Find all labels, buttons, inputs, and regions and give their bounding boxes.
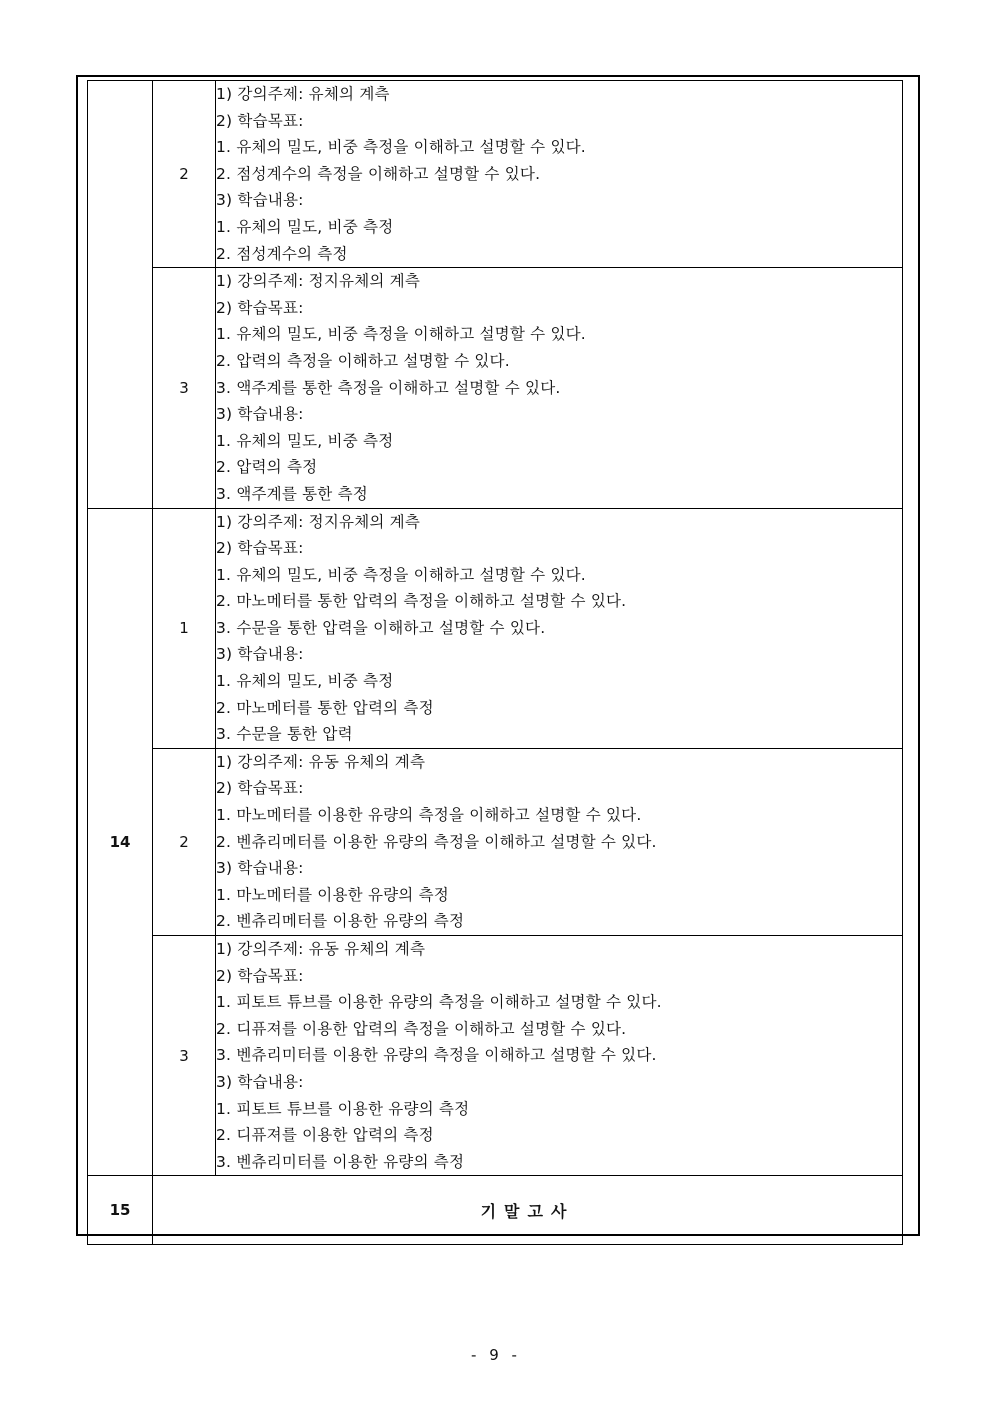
content-line: 3) 학습내용: xyxy=(216,645,304,664)
session-content xyxy=(216,936,903,1176)
session-content xyxy=(216,508,903,748)
content-line: 1. 유체의 밀도, 비중 측정 xyxy=(216,431,394,450)
session-number: 2 xyxy=(153,81,216,268)
content-line: 2. 점성계수의 측정 xyxy=(216,244,348,263)
content-line: 3. 액주계를 통한 측정 xyxy=(216,484,368,503)
content-line: 2) 학습목표: xyxy=(216,298,304,317)
week-number: 14 xyxy=(88,508,153,1176)
content-line: 2. 벤츄리메터를 이용한 유량의 측정 xyxy=(216,912,465,931)
content-line: 2. 압력의 측정 xyxy=(216,458,318,477)
content-line: 2) 학습목표: xyxy=(216,111,304,130)
content-line: 1. 피토트 튜브를 이용한 유량의 측정 xyxy=(216,1099,470,1118)
content-line: 1. 유체의 밀도, 비중 측정을 이해하고 설명할 수 있다. xyxy=(216,565,586,584)
content-line: 1. 유체의 밀도, 비중 측정을 이해하고 설명할 수 있다. xyxy=(216,325,586,344)
table-row xyxy=(88,508,903,748)
content-line: 1) 강의주제: 유체의 계측 xyxy=(216,85,390,103)
table-row xyxy=(88,748,903,935)
content-line: 1. 피토트 튜브를 이용한 유량의 측정을 이해하고 설명할 수 있다. xyxy=(216,993,662,1012)
table-row xyxy=(88,268,903,508)
table-row xyxy=(88,1176,903,1245)
content-line: 3) 학습내용: xyxy=(216,859,304,878)
content-line: 1) 강의주제: 유동 유체의 계측 xyxy=(216,752,426,771)
content-line: 3) 학습내용: xyxy=(216,1072,304,1091)
content-line: 1. 유체의 밀도, 비중 측정을 이해하고 설명할 수 있다. xyxy=(216,138,586,157)
session-number: 1 xyxy=(153,508,216,748)
page-number: - 9 - xyxy=(471,1346,521,1364)
content-line: 3) 학습내용: xyxy=(216,405,304,424)
content-line: 3. 수문을 통한 압력 xyxy=(216,725,353,744)
content-line: 2) 학습목표: xyxy=(216,966,304,985)
content-line: 2. 디퓨져를 이용한 압력의 측정을 이해하고 설명할 수 있다. xyxy=(216,1019,627,1038)
content-line: 2. 점성계수의 측정을 이해하고 설명할 수 있다. xyxy=(216,164,541,183)
content-line: 1. 유체의 밀도, 비중 측정 xyxy=(216,217,394,236)
session-number: 3 xyxy=(153,268,216,508)
session-content xyxy=(216,81,903,268)
content-line: 2. 마노메터를 통한 압력의 측정 xyxy=(216,698,434,717)
content-line: 3. 액주계를 통한 측정을 이해하고 설명할 수 있다. xyxy=(216,378,561,397)
content-line: 3. 벤츄리미터를 이용한 유량의 측정 xyxy=(216,1152,465,1171)
content-line: 2) 학습목표: xyxy=(216,779,304,798)
week-number: 15 xyxy=(88,1176,153,1245)
table-row xyxy=(88,936,903,1176)
content-line: 2. 마노메터를 통한 압력의 측정을 이해하고 설명할 수 있다. xyxy=(216,592,627,611)
session-number: 3 xyxy=(153,936,216,1176)
content-line: 1. 마노메터를 이용한 유량의 측정을 이해하고 설명할 수 있다. xyxy=(216,806,642,825)
syllabus-table xyxy=(87,80,903,1245)
content-line: 3. 수문을 통한 압력을 이해하고 설명할 수 있다. xyxy=(216,618,546,637)
final-exam-label: 기말고사 xyxy=(153,1176,903,1245)
table-row xyxy=(88,81,903,268)
content-line: 1. 유체의 밀도, 비중 측정 xyxy=(216,672,394,691)
session-content xyxy=(216,268,903,508)
content-line: 2. 디퓨져를 이용한 압력의 측정 xyxy=(216,1126,434,1145)
content-line: 1. 마노메터를 이용한 유량의 측정 xyxy=(216,885,449,904)
content-line: 2) 학습목표: xyxy=(216,539,304,558)
week-cell-continued xyxy=(88,81,153,509)
content-line: 2. 벤츄리메터를 이용한 유량의 측정을 이해하고 설명할 수 있다. xyxy=(216,832,657,851)
content-line: 3) 학습내용: xyxy=(216,191,304,210)
session-number: 2 xyxy=(153,748,216,935)
content-line: 1) 강의주제: 정지유체의 계측 xyxy=(216,512,421,531)
content-line: 3. 벤츄리미터를 이용한 유량의 측정을 이해하고 설명할 수 있다. xyxy=(216,1046,657,1065)
session-content xyxy=(216,748,903,935)
content-line: 2. 압력의 측정을 이해하고 설명할 수 있다. xyxy=(216,351,510,370)
content-line: 1) 강의주제: 유동 유체의 계측 xyxy=(216,940,426,958)
content-line: 1) 강의주제: 정지유체의 계측 xyxy=(216,272,421,291)
